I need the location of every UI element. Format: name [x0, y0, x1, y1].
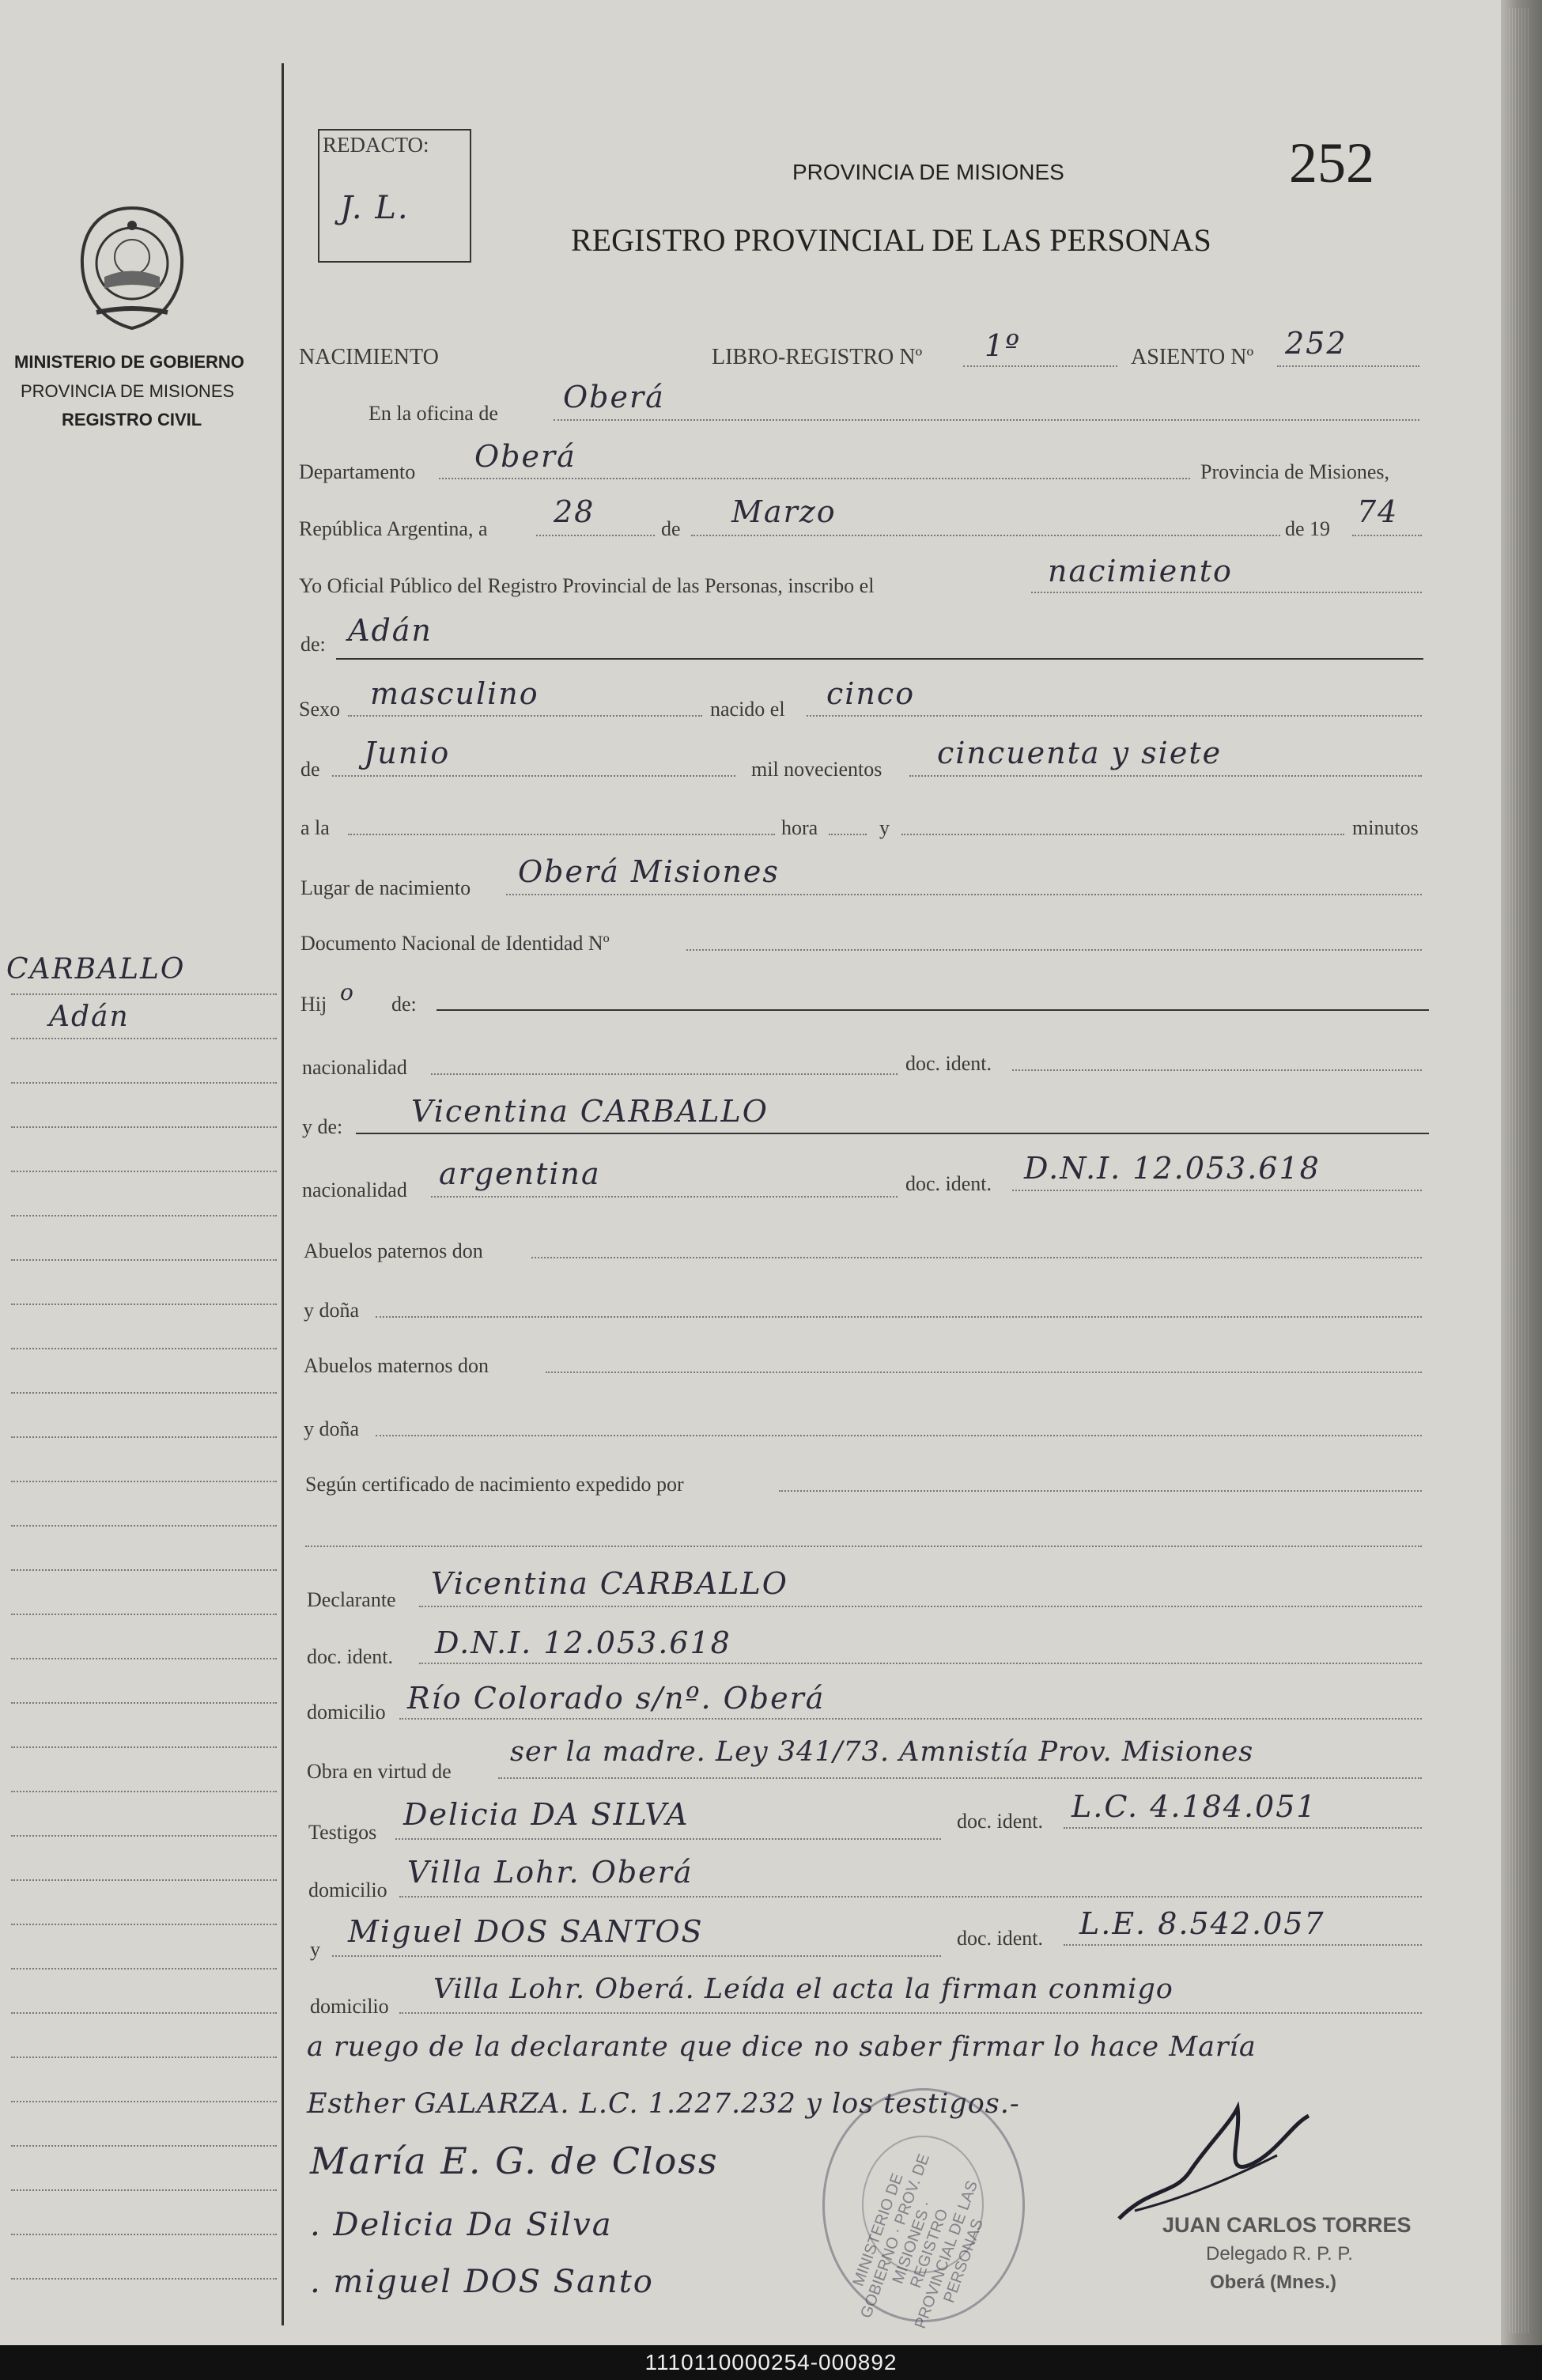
stamp-title: Delegado R. P. P. — [1206, 2243, 1353, 2265]
margin-line — [11, 1436, 277, 1438]
dotted-line — [536, 535, 655, 536]
nacido-value: cinco — [826, 676, 916, 711]
declarante-value: Vicentina CARBALLO — [431, 1566, 788, 1601]
dotted-line — [376, 1435, 1422, 1436]
y-dona-1-label: y doña — [304, 1299, 360, 1322]
nacimiento-label: NACIMIENTO — [299, 345, 439, 369]
registry-heading: REGISTRO PROVINCIAL DE LAS PERSONAS — [571, 222, 1211, 258]
dotted-line — [348, 834, 775, 835]
margin-divider — [282, 63, 284, 2325]
continuation-line-1: a ruego de la declarante que dice no saber firmar lo hace María — [307, 2031, 1257, 2063]
nacionalidad-2-value: argentina — [439, 1156, 601, 1191]
doc-ident-4-label: doc. ident. — [957, 1810, 1044, 1833]
hijo-de-label: de: — [391, 993, 417, 1016]
anio-value: 74 — [1357, 494, 1399, 529]
dia-value: 28 — [554, 494, 595, 529]
margin-line — [11, 2189, 277, 2191]
page-stack-lines — [1506, 8, 1530, 2333]
dotted-line — [1064, 1827, 1422, 1829]
nacionalidad-2-label: nacionalidad — [302, 1179, 407, 1201]
lugar-label: Lugar de nacimiento — [300, 876, 471, 899]
de-label: de — [661, 517, 681, 540]
minutos-label: minutos — [1352, 816, 1419, 839]
margin-line — [11, 1082, 277, 1084]
a-la-label: a la — [300, 816, 330, 839]
name-underline — [336, 658, 1423, 660]
margin-line — [11, 2056, 277, 2058]
de-name-label: de: — [300, 633, 326, 656]
doc-ident-2-value: D.N.I. 12.053.618 — [1024, 1151, 1321, 1186]
margin-line — [11, 1702, 277, 1704]
margin-line — [11, 2012, 277, 2014]
domicilio-2-label: domicilio — [308, 1879, 387, 1901]
margin-line — [11, 1658, 277, 1659]
yo-oficial-text: Yo Oficial Público del Registro Provincial de las Personas, inscribo el — [299, 574, 875, 597]
margin-line — [11, 2278, 277, 2280]
doc-ident-1-label: doc. ident. — [905, 1052, 992, 1075]
dotted-line — [909, 775, 1422, 777]
abuelos-paternos-label: Abuelos paternos don — [304, 1239, 483, 1262]
madre-value: Vicentina CARBALLO — [411, 1094, 769, 1129]
dotted-line — [399, 1718, 1422, 1720]
domicilio-3-label: domicilio — [310, 1995, 389, 2018]
y-testigo-2-label: y — [310, 1938, 320, 1961]
libro-value: 1º — [985, 328, 1022, 363]
signature-1: María E. G. de Closs — [310, 2140, 719, 2182]
mother-underline — [356, 1133, 1429, 1134]
margin-line — [11, 2101, 277, 2102]
dotted-line — [431, 1196, 898, 1198]
province-label: PROVINCIA DE MISIONES — [21, 381, 235, 401]
redacto-label: REDACTO: — [323, 133, 429, 157]
de-mes-label: de — [300, 758, 320, 781]
margin-given-name: Adán — [49, 1001, 130, 1033]
margin-line — [11, 1259, 277, 1261]
margin-line — [11, 1215, 277, 1216]
dotted-line — [554, 419, 1419, 421]
nacionalidad-1-label: nacionalidad — [302, 1056, 407, 1079]
hora-label: hora — [781, 816, 818, 839]
dotted-line — [305, 1546, 1422, 1547]
dotted-line — [506, 894, 1422, 895]
provincia-misiones: Provincia de Misiones, — [1200, 460, 1390, 483]
sexo-value: masculino — [370, 676, 539, 711]
doc-ident-2-label: doc. ident. — [905, 1172, 992, 1195]
mes-nac-value: Junio — [364, 736, 451, 770]
seal-text: MINISTERIO DE GOBIERNO · PROV. DE MISIONES · REGISTRO PROVINCIAL DE LAS PERSONAS — [849, 2151, 987, 2332]
stamp-name: JUAN CARLOS TORRES — [1162, 2213, 1412, 2237]
dotted-line — [376, 1316, 1422, 1318]
domicilio-1-value: Río Colorado s/nº. Oberá — [407, 1681, 826, 1716]
doc-ident-5-value: L.E. 8.542.057 — [1079, 1906, 1325, 1941]
margin-line — [11, 1746, 277, 1748]
province-heading: PROVINCIA DE MISIONES — [792, 160, 1064, 184]
departamento-value: Oberá — [474, 439, 576, 474]
dotted-line — [901, 834, 1344, 835]
documento-label: Documento Nacional de Identidad Nº — [300, 932, 610, 955]
dotted-line — [399, 2012, 1422, 2014]
dotted-line — [686, 949, 1422, 951]
continuation-line-2: Esther GALARZA. L.C. 1.227.232 y los testigos.- — [307, 2088, 1020, 2120]
margin-line — [11, 1924, 277, 1925]
dotted-line — [332, 775, 735, 777]
dotted-line — [829, 834, 867, 835]
margin-line — [11, 1791, 277, 1792]
mil-novecientos-label: mil novecientos — [751, 758, 882, 781]
dotted-line — [1277, 365, 1419, 367]
dotted-line — [691, 535, 1280, 536]
margin-line — [11, 1171, 277, 1172]
testigo-1-value: Delicia DA SILVA — [403, 1797, 690, 1832]
abuelos-maternos-label: Abuelos maternos don — [304, 1354, 489, 1377]
domicilio-3-value: Villa Lohr. Oberá. Leída el acta la firman conmigo — [433, 1973, 1174, 2005]
margin-line — [11, 1392, 277, 1394]
coat-of-arms-icon — [73, 202, 191, 332]
redacto-initials: J. L. — [340, 190, 410, 226]
dotted-line — [531, 1257, 1422, 1258]
margin-line — [11, 1879, 277, 1881]
signature-2: . Delicia Da Silva — [310, 2207, 613, 2243]
dotted-line — [807, 715, 1422, 717]
dotted-line — [348, 715, 702, 717]
dotted-line — [1012, 1069, 1422, 1071]
image-code: 1110110000254-000892 — [0, 2345, 1542, 2380]
y-label: y — [879, 816, 890, 839]
stamp-place: Oberá (Mnes.) — [1210, 2272, 1337, 2293]
margin-line — [11, 993, 277, 995]
testigos-label: Testigos — [308, 1821, 377, 1844]
dotted-line — [1031, 592, 1422, 593]
ministry-label: MINISTERIO DE GOBIERNO — [14, 352, 244, 372]
dotted-line — [419, 1663, 1422, 1664]
obra-label: Obra en virtud de — [307, 1760, 452, 1783]
margin-line — [11, 1968, 277, 1969]
de-19-label: de 19 — [1285, 517, 1331, 540]
page-number: 252 — [1289, 131, 1374, 195]
testigo-2-value: Miguel DOS SANTOS — [348, 1914, 704, 1949]
doc-ident-3-label: doc. ident. — [307, 1645, 394, 1668]
margin-line — [11, 1614, 277, 1615]
dotted-line — [439, 478, 1190, 479]
y-dona-2-label: y doña — [304, 1417, 360, 1440]
signature-3: . miguel DOS Santo — [310, 2264, 654, 2300]
margin-line — [11, 1835, 277, 1837]
margin-line — [11, 1038, 277, 1039]
dotted-line — [779, 1490, 1422, 1492]
dotted-line — [546, 1372, 1422, 1373]
asiento-label: ASIENTO Nº — [1131, 345, 1254, 369]
margin-line — [11, 1348, 277, 1349]
dotted-line — [1064, 1944, 1422, 1946]
doc-ident-5-label: doc. ident. — [957, 1927, 1044, 1950]
libro-label: LIBRO-REGISTRO Nº — [712, 345, 923, 369]
dotted-line — [1012, 1190, 1422, 1191]
hijo-label: Hij — [300, 993, 327, 1016]
margin-line — [11, 1525, 277, 1527]
margin-line — [11, 1569, 277, 1571]
margin-line — [11, 2234, 277, 2235]
dotted-line — [395, 1838, 941, 1840]
domicilio-2-value: Villa Lohr. Oberá — [407, 1855, 694, 1890]
doc-ident-3-value: D.N.I. 12.053.618 — [435, 1625, 731, 1660]
margin-line — [11, 1126, 277, 1128]
nombre-value: Adán — [348, 613, 433, 648]
dotted-line — [399, 1896, 1422, 1898]
dotted-line — [431, 1073, 898, 1075]
obra-value: ser la madre. Ley 341/73. Amnistía Prov. Misiones — [510, 1736, 1254, 1768]
republica-label: República Argentina, a — [299, 517, 488, 540]
margin-line — [11, 1304, 277, 1305]
lugar-value: Oberá Misiones — [518, 854, 780, 889]
sexo-label: Sexo — [299, 698, 340, 721]
declarante-label: Declarante — [307, 1588, 396, 1611]
domicilio-1-label: domicilio — [307, 1701, 386, 1724]
anio-nac-value: cincuenta y siete — [937, 736, 1223, 770]
inscribo-value: nacimiento — [1048, 554, 1233, 588]
margin-line — [11, 1481, 277, 1482]
hijo-suffix: o — [340, 979, 355, 1005]
mes-value: Marzo — [731, 494, 837, 529]
dotted-line — [419, 1606, 1422, 1607]
dotted-line — [332, 1955, 941, 1957]
father-underline — [437, 1009, 1429, 1011]
departamento-label: Departamento — [299, 460, 416, 483]
oficina-value: Oberá — [563, 380, 665, 414]
oficina-label: En la oficina de — [368, 402, 498, 425]
doc-ident-4-value: L.C. 4.184.051 — [1071, 1789, 1317, 1824]
dotted-line — [1352, 535, 1422, 536]
dotted-line — [498, 1777, 1422, 1779]
nacido-label: nacido el — [710, 698, 785, 721]
segun-label: Según certificado de nacimiento expedido por — [305, 1473, 684, 1496]
dotted-line — [963, 365, 1117, 367]
margin-surname: CARBALLO — [6, 953, 186, 986]
civil-registry-label: REGISTRO CIVIL — [62, 410, 202, 429]
asiento-value: 252 — [1285, 326, 1347, 361]
y-de-label: y de: — [302, 1115, 343, 1138]
margin-line — [11, 2145, 277, 2147]
